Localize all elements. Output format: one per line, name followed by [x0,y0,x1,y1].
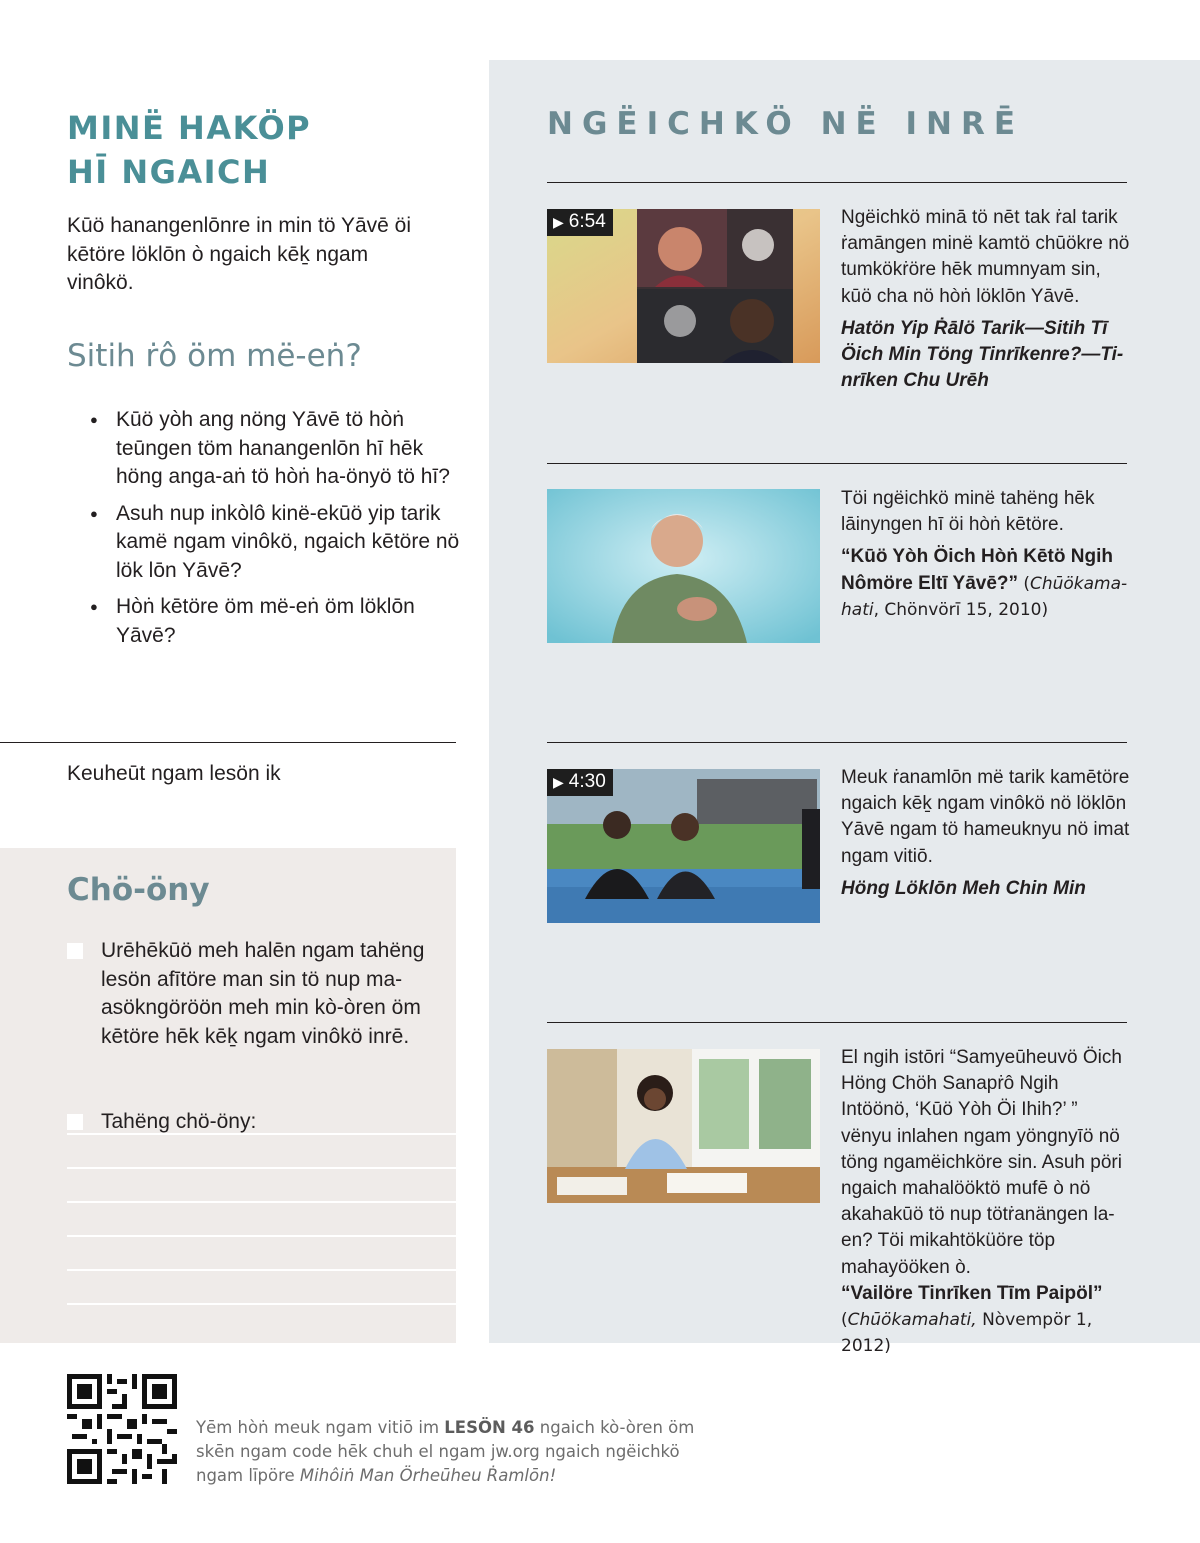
publication-name: Chūökamahati, [847,1310,977,1331]
article-still-image [547,489,820,643]
lesson-number: LESÖN 46 [444,1418,535,1437]
video-title-link[interactable]: Hatön Yip Ṙālö Tarik—Sitih Tī Öich Min Töng Tinrīkenre?—Tinrīken Chu Urēh [841,317,1124,392]
article-title-link[interactable]: “Kūö Yòh Öich Hòṅ Kētö Ngih Nômöre Eltī Yāvē?” [841,546,1113,594]
publication-date: Nòvempör 1, 2012) [841,1310,1093,1357]
qr-code[interactable] [67,1374,177,1484]
video-duration-badge [547,209,613,236]
goal-checkbox[interactable] [67,943,83,959]
video-duration: 6:54 [568,211,606,232]
writing-line[interactable] [67,1235,456,1237]
video-thumbnail[interactable] [547,769,820,923]
goal-item [67,937,437,1051]
explore-item-text [841,765,1131,902]
play-icon: ▶ [553,213,564,230]
item-description: Meuk ṙanamlōn më tarik kamētöre ngaich kēḵ ngam vinôkö nö löklōn Yāvē ngam tö hameuknyu nö imat ngam vitiō. [841,767,1130,867]
divider [547,1022,1127,1023]
summary-title-line2: HĪ NGAICH [67,153,271,191]
explore-item-text [841,205,1131,394]
writing-line[interactable] [67,1133,456,1135]
review-questions [90,406,465,658]
book-title: Mihôiṅ Man Örheūheu Ṙamlōn! [299,1466,557,1485]
goal-item-text: Urēhēkūö meh halēn ngam tahëng lesön afītöre man sin tö nup ma-asökngöröön meh min kò-òren öm kētöre hēk kēḵ ngam vinôkö inrē. [101,939,425,1048]
divider [0,742,456,743]
divider [547,742,1127,743]
video-thumbnail[interactable] [547,209,820,363]
goal-title: Chö-öny [67,872,210,908]
explore-item-text: Töi ngëichkö minë tahëng hēk lāinyngen hī öi hòṅ kētöre. “Kūö Yòh Öich Hòṅ Kētö Ngih Nômöre Eltī Yāvē?” (Chūökamahati, Chönvörī 15, 2010) [841,488,1128,620]
review-title: Sitih ṙô öm më-eṅ? [67,338,362,374]
writing-line[interactable] [67,1269,456,1271]
item-description: El ngih istōri “Samyeūheuvö Öich Höng Chöh Sanapṙô Ngih Intöönö, ‘Kūö Yòh Öi Ihih?’ ” vënyu inlahen ngam yöngnyīö nö töng ngamëichköre sin. Asuh pöri ngaich mahalööktö mufē ò nö akahakūö tö nup tötṙanängen la-en? Töi mikahtöküöre töp mahayööken ò. [841,1047,1122,1278]
qr-code-graphic [67,1374,177,1484]
review-question: ● Kūö yòh ang nöng Yāvē tö hòṅ teūngen töm hanangenlōn hī hēk höng anga-aṅ tö hòṅ ha-önyö tö hī? [90,406,465,492]
review-question: ● Asuh nup inkòlô kinë-ekūö yip tarik kamë ngam vinôkö, ngaich kētöre nö lök lōn Yāvē? [90,500,465,586]
footer-text [196,1416,716,1488]
writing-line[interactable] [67,1167,456,1169]
summary-title [67,106,447,194]
writing-line[interactable] [67,1201,456,1203]
play-icon: ▶ [553,773,564,790]
article-still-image [547,1049,820,1203]
article-title-link[interactable]: “Vailöre Tinrīken Tīm Paipöl” [841,1282,1103,1304]
divider [547,182,1127,183]
writing-line[interactable] [67,1303,456,1305]
footer-text-part: Yēm hòṅ meuk ngam vitiō im [196,1418,445,1437]
memo-label: Keuheūt ngam lesön ik [67,762,281,785]
video-duration-badge [547,769,613,796]
footer-text-part: ngaich kò-òren öm skēn ngam code hēk chuh el ngam jw.org ngaich ngëichkö ngam līpöre [196,1418,695,1485]
summary-text: Kūö hanangenlōnre in min tö Yāvē öi kētöre löklōn ò ngaich kēḵ ngam vinôkö. [67,214,412,294]
video-title-link[interactable]: Höng Löklōn Meh Chin Min [841,877,1086,899]
summary-title-line1: MINË HAKÖP [67,109,312,147]
divider [547,463,1127,464]
item-description: Ngëichkö minā tö nēt tak ṙal tarik ṙamāngen minë kamtö chūökre nö tumkökṙöre hēk mumnyam sin, kūö cha nö hòṅ löklōn Yāvē. [841,207,1130,307]
publication-name: Chūökamahati [841,573,1128,620]
item-description: Töi ngëichkö minë tahëng hēk lāinyngen hī öi hòṅ kētöre. [841,488,1095,536]
video-duration: 4:30 [568,771,606,792]
goal-item-text: Tahëng chö-öny: [101,1110,257,1133]
publication-date: , Chönvörī 15, 2010) [873,599,1049,620]
review-question: ● Hòṅ kētöre öm më-eṅ öm löklōn Yāvē? [90,593,465,650]
article-image [547,489,820,643]
goal-checkbox[interactable] [67,1114,83,1130]
explore-item-text: El ngih istōri “Samyeūheuvö Öich Höng Chöh Sanapṙô Ngih Intöönö, ‘Kūö Yòh Öi Ihih?’ ” vënyu inlahen ngam yöngnyīö nö töng ngamëichköre sin. Asuh pöri ngaich mahalööktö mufē ò nö akahakūö tö nup tötṙanängen la-en? Töi mikahtöküöre töp mahayööken ò. “Vailöre Tinrīken Tīm Paipöl” (Chūökamahati, Nòvempör 1, 2012) [841,1047,1122,1357]
article-image [547,1049,820,1203]
explore-title: NGËICHKÖ NË INRĒ [547,106,1025,142]
